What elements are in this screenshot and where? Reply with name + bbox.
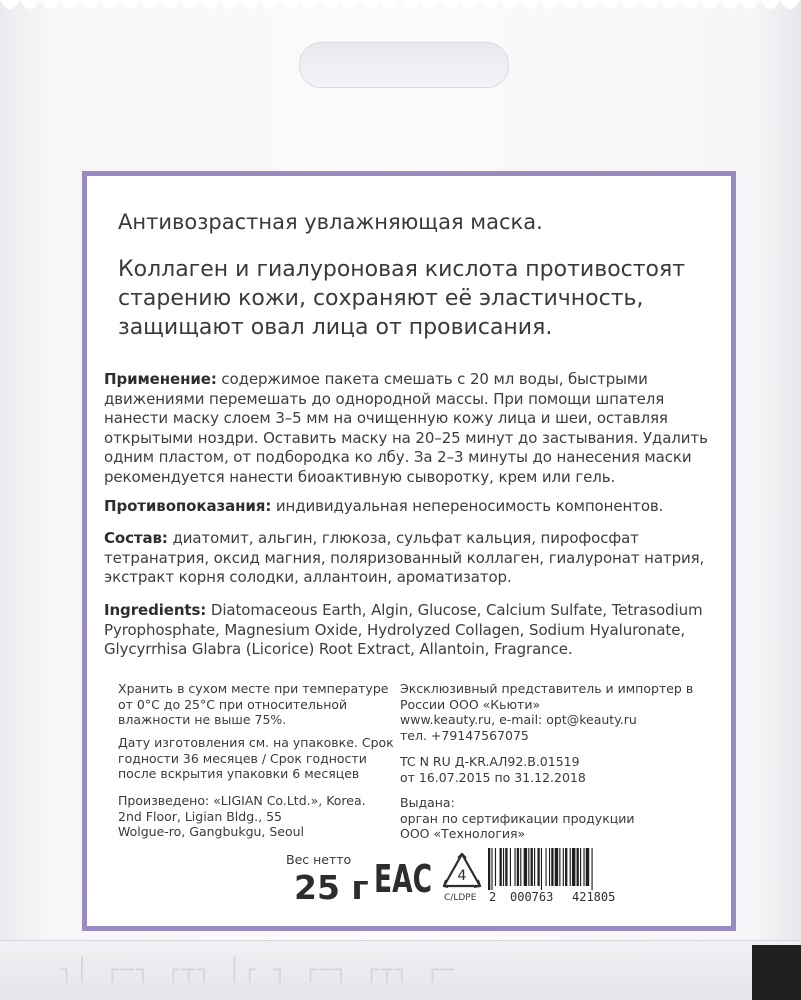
barcode-bar	[586, 848, 589, 886]
usage-paragraph	[104, 370, 708, 487]
barcode-bar	[517, 848, 519, 886]
barcode-digits-left: 000763	[510, 890, 554, 904]
importer-line: Эксклюзивный представитель и импортер в	[400, 681, 694, 696]
maker-line: Wolgue-ro, Gangbukgu, Seoul	[118, 824, 305, 840]
hang-hole	[299, 42, 509, 88]
product-subtitle: Коллаген и гиалуроновая кислота противостоят старению кожи, сохраняют её эластичность, защищают овал лица от провисания.	[118, 257, 686, 340]
contra-paragraph	[104, 497, 708, 517]
barcode-bar	[546, 848, 547, 886]
contra-text: индивидуальная непереносимость компонентов.	[271, 497, 664, 515]
storage-line: от 0°С до 25°С при относительной	[118, 696, 348, 712]
issued-by-info	[400, 795, 635, 842]
barcode-bar	[572, 848, 575, 886]
cert-line: TC N RU Д-KR.АЛ92.В.01519	[400, 754, 580, 769]
importer-line: России ООО «Кьюти»	[400, 696, 541, 712]
barcode-bar	[592, 848, 593, 890]
barcode-bar	[541, 848, 542, 890]
recycle-icon	[440, 850, 484, 892]
composition-label: Состав:	[104, 529, 168, 547]
barcode-bar	[570, 848, 571, 886]
maker-line: Произведено: «LIGIAN Co.Ltd.», Korea.	[118, 793, 366, 808]
barcode-bar	[505, 848, 507, 886]
barcode-bar	[537, 848, 539, 886]
barcode-digit-prefix: 2	[489, 890, 497, 904]
barcode-bar	[563, 848, 564, 886]
ingredients-label: Ingredients:	[104, 601, 207, 619]
composition-paragraph	[104, 529, 708, 588]
composition-text: диатомит, альгин, глюкоза, сульфат кальция, пирофосфат тетранатрия, оксид магния, поляризованный коллаген, гиалуронат натрия, экстракт корня солодки, аллантоин, ароматизатор.	[104, 529, 705, 586]
barcode-bar	[551, 848, 553, 886]
certificate-info	[400, 754, 586, 785]
issued-line: орган по сертификации продукции	[400, 810, 635, 826]
shelf-line: годности 36 месяцев / Срок годности	[118, 750, 367, 766]
eac-mark-text: EAC	[374, 858, 432, 898]
barcode-bar	[495, 848, 496, 886]
barcode-bar	[577, 848, 579, 886]
barcode-bar	[580, 848, 581, 886]
barcode-bar	[583, 848, 584, 886]
usage-label: Применение:	[104, 370, 217, 388]
issued-line: ООО «Технология»	[400, 826, 526, 842]
contra-label: Противопоказания:	[104, 497, 272, 515]
barcode-bar	[528, 848, 529, 886]
barcode-bar	[559, 848, 560, 886]
importer-line	[400, 712, 693, 728]
importer-line: тел. +79147567075	[400, 727, 529, 743]
barcode-bar	[491, 848, 492, 890]
barcode-bar	[534, 848, 535, 886]
shelf-line: Дату изготовления см. на упаковке. Срок	[118, 735, 394, 750]
barcode-bar	[500, 848, 502, 886]
eac-mark-icon	[374, 858, 432, 898]
ingredients-paragraph	[104, 601, 708, 660]
storage-line: влажности не выше 75%.	[118, 712, 287, 728]
barcode-bar	[555, 848, 558, 886]
cert-line: от 16.07.2015 по 31.12.2018	[400, 769, 586, 785]
shelf-life-info	[118, 735, 394, 782]
net-weight-value: 25 г	[294, 868, 369, 907]
maker-line: 2nd Floor, Ligian Bldg., 55	[118, 808, 282, 824]
dark-corner	[752, 945, 801, 1000]
net-weight-label: Вес нетто	[286, 852, 352, 867]
storage-line: Хранить в сухом месте при температуре	[118, 681, 389, 696]
storage-info	[118, 681, 388, 728]
recycle-code: 4	[457, 868, 467, 884]
barcode-bar	[524, 848, 527, 886]
manufacturer-info	[118, 793, 366, 840]
barcode-bar	[510, 848, 511, 886]
crimp-pattern: ┐│ ┌─┐ ┌┬┐ │┌ ┐ ┌─┐ ┌┬┐ ┌─	[60, 958, 457, 983]
barcode-icon	[488, 848, 624, 890]
issued-line: Выдана:	[400, 795, 455, 810]
barcode-bar	[531, 848, 533, 886]
usage-text: содержимое пакета смешать с 20 мл воды, быстрыми движениями перемешать до однородной массы. При помощи шпателя нанести маску слоем 3–5 мм на очищенную кожу лица и шеи, оставляя открытыми ноздри. Оставить маску на 20–25 минут до застывания. Удалить одним пластом, от подбородка ко лбу. За 2–3 минуты до нанесения маски рекомендуется нанести биоактивную сыворотку, крем или гель.	[104, 370, 708, 486]
barcode-bar	[488, 848, 490, 890]
barcode-bar	[565, 848, 567, 886]
importer-website: www.keauty.ru,	[400, 712, 496, 728]
importer-info	[400, 681, 693, 743]
barcode-bar	[514, 848, 515, 886]
barcode-bar	[503, 848, 504, 886]
barcode-digits-right: 421805	[572, 890, 616, 904]
importer-email: e-mail: opt@keauty.ru	[499, 712, 637, 728]
shelf-line: после вскрытия упаковки 6 месяцев	[118, 766, 360, 782]
product-title: Антивозрастная увлажняющая маска.	[118, 210, 543, 234]
serrated-top-edge	[0, 0, 801, 20]
barcode-bar	[549, 848, 550, 886]
recycle-label: C/LDPE	[444, 893, 477, 903]
barcode-bar	[520, 848, 521, 886]
ingredients-text: Diatomaceous Earth, Algin, Glucose, Calcium Sulfate, Tetrasodium Pyrophosphate, Magnesium Oxide, Hydrolyzed Collagen, Sodium Hyaluronate, Glycyrrhisa Glabra (Licorice) Root Extract, Allantoin, Fragrance.	[104, 601, 703, 658]
